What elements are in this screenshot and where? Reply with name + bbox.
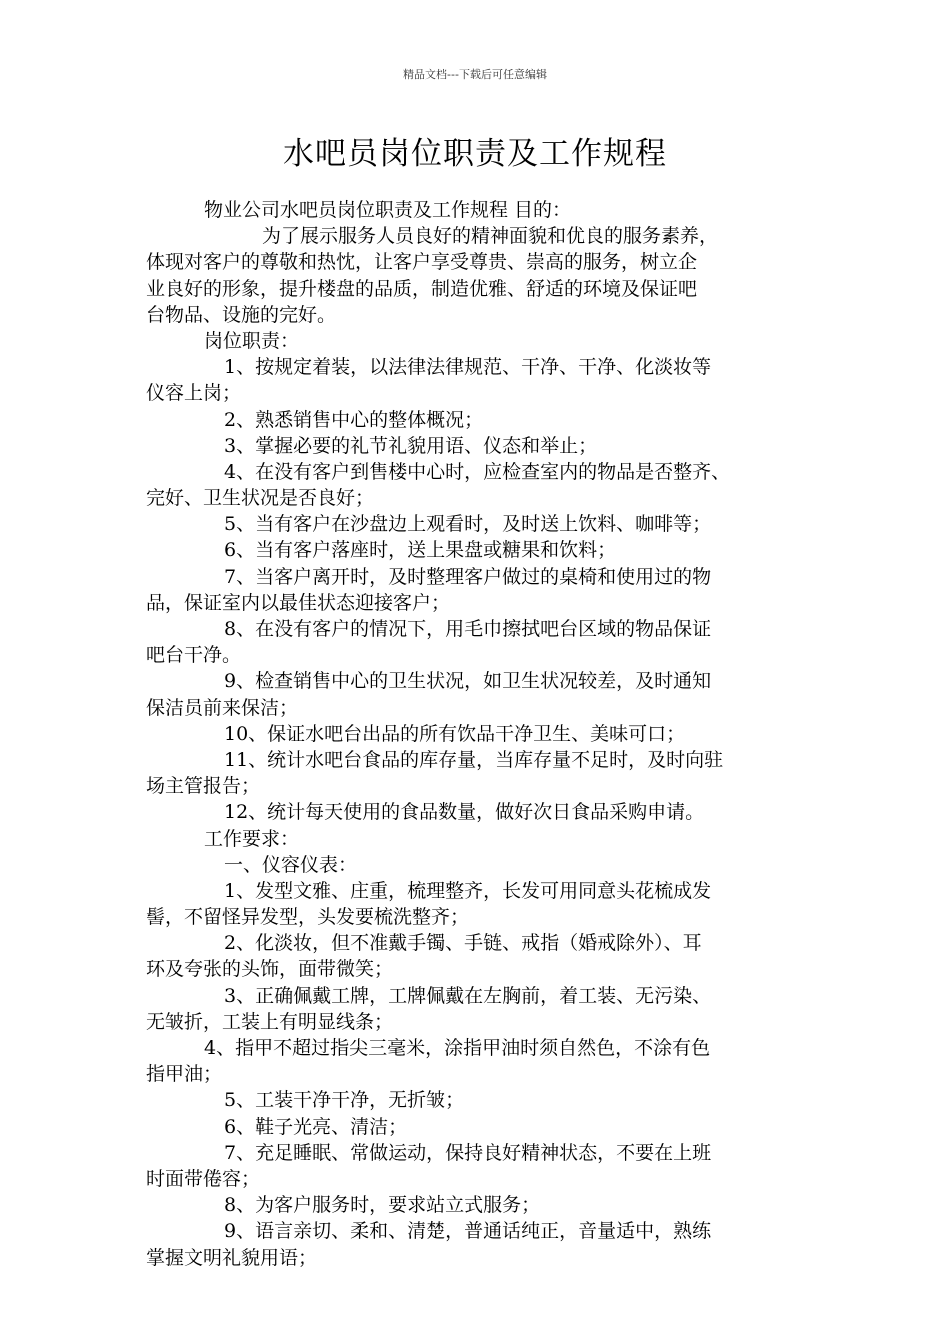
text-line: 11、统计水吧台食品的库存量，当库存量不足时，及时向驻 <box>224 748 724 771</box>
text-line: 仪容上岗； <box>146 382 242 405</box>
text-line: 9、检查销售中心的卫生状况，如卫生状况较差，及时通知 <box>224 670 712 693</box>
text-line: 品，保证室内以最佳状态迎接客户； <box>146 591 451 614</box>
text-line: 7、当客户离开时，及时整理客户做过的桌椅和使用过的物 <box>224 565 712 588</box>
text-line: 6、鞋子光亮、清洁； <box>224 1115 408 1138</box>
text-line: 10、保证水吧台出品的所有饮品干净卫生、美味可口； <box>224 722 686 745</box>
text-line: 4、指甲不超过指尖三毫米，涂指甲油时须自然色，不涂有色 <box>204 1037 711 1059</box>
text-line: 5、工装干净干净，无折皱； <box>224 1089 465 1112</box>
text-line: 物业公司水吧员岗位职责及工作规程 目的： <box>204 199 572 221</box>
text-line: 8、在没有客户的情况下，用毛巾擦拭吧台区域的物品保证 <box>224 618 712 640</box>
text-line: 环及夸张的头饰，面带微笑； <box>146 958 394 981</box>
text-line: 8、为客户服务时，要求站立式服务； <box>224 1194 541 1217</box>
text-line: 工作要求： <box>204 827 300 850</box>
text-line: 掌握文明礼貌用语； <box>146 1246 318 1269</box>
text-line: 12、统计每天使用的食品数量，做好次日食品采购申请。 <box>224 801 705 824</box>
text-line: 4、在没有客户到售楼中心时，应检查室内的物品是否整齐、 <box>224 460 731 483</box>
text-line: 1、按规定着装，以法律法律规范、干净、干净、化淡妆等 <box>224 356 712 379</box>
text-line: 保洁员前来保洁； <box>146 696 299 719</box>
document-title: 水吧员岗位职责及工作规程 <box>283 136 667 172</box>
text-line: 2、熟悉销售中心的整体概况； <box>224 408 484 431</box>
text-line: 时面带倦容； <box>146 1167 261 1190</box>
text-line: 1、发型文雅、庄重，梳理整齐，长发可用同意头花梳成发 <box>224 879 712 902</box>
text-line: 3、正确佩戴工牌，工牌佩戴在左胸前，着工装、无污染、 <box>224 984 712 1007</box>
text-line: 为了展示服务人员良好的精神面貌和优良的服务素养， <box>262 225 719 248</box>
text-line: 髻，不留怪异发型，头发要梳洗整齐； <box>146 906 470 929</box>
text-line: 无皱折，工装上有明显线条； <box>146 1010 394 1033</box>
text-line: 体现对客户的尊敬和热忱，让客户享受尊贵、崇高的服务，树立企 <box>146 251 698 274</box>
text-line: 3、掌握必要的礼节礼貌用语、仪态和举止； <box>224 434 598 457</box>
text-line: 完好、卫生状况是否良好； <box>146 487 375 510</box>
text-line: 吧台干净。 <box>146 644 242 667</box>
text-line: 5、当有客户在沙盘边上观看时，及时送上饮料、咖啡等； <box>224 513 712 536</box>
text-line: 指甲油； <box>146 1063 223 1086</box>
text-line: 业良好的形象，提升楼盘的品质，制造优雅、舒适的环境及保证吧 <box>146 277 698 300</box>
text-line: 2、化淡妆，但不准戴手镯、手链、戒指（婚戒除外）、耳 <box>224 932 702 955</box>
text-line: 一、仪容仪表： <box>224 853 358 876</box>
text-line: 岗位职责： <box>204 329 300 352</box>
text-line: 场主管报告； <box>146 775 261 798</box>
text-line: 6、当有客户落座时，送上果盘或糖果和饮料； <box>224 539 617 562</box>
text-line: 台物品、设施的完好。 <box>146 303 337 326</box>
document-body <box>146 197 816 1271</box>
text-line: 9、语言亲切、柔和、清楚，普通话纯正，音量适中，熟练 <box>224 1220 712 1243</box>
text-line: 7、充足睡眠、常做运动，保持良好精神状态，不要在上班 <box>224 1141 712 1164</box>
header-note: 精品文档---下载后可任意编辑 <box>403 68 547 81</box>
